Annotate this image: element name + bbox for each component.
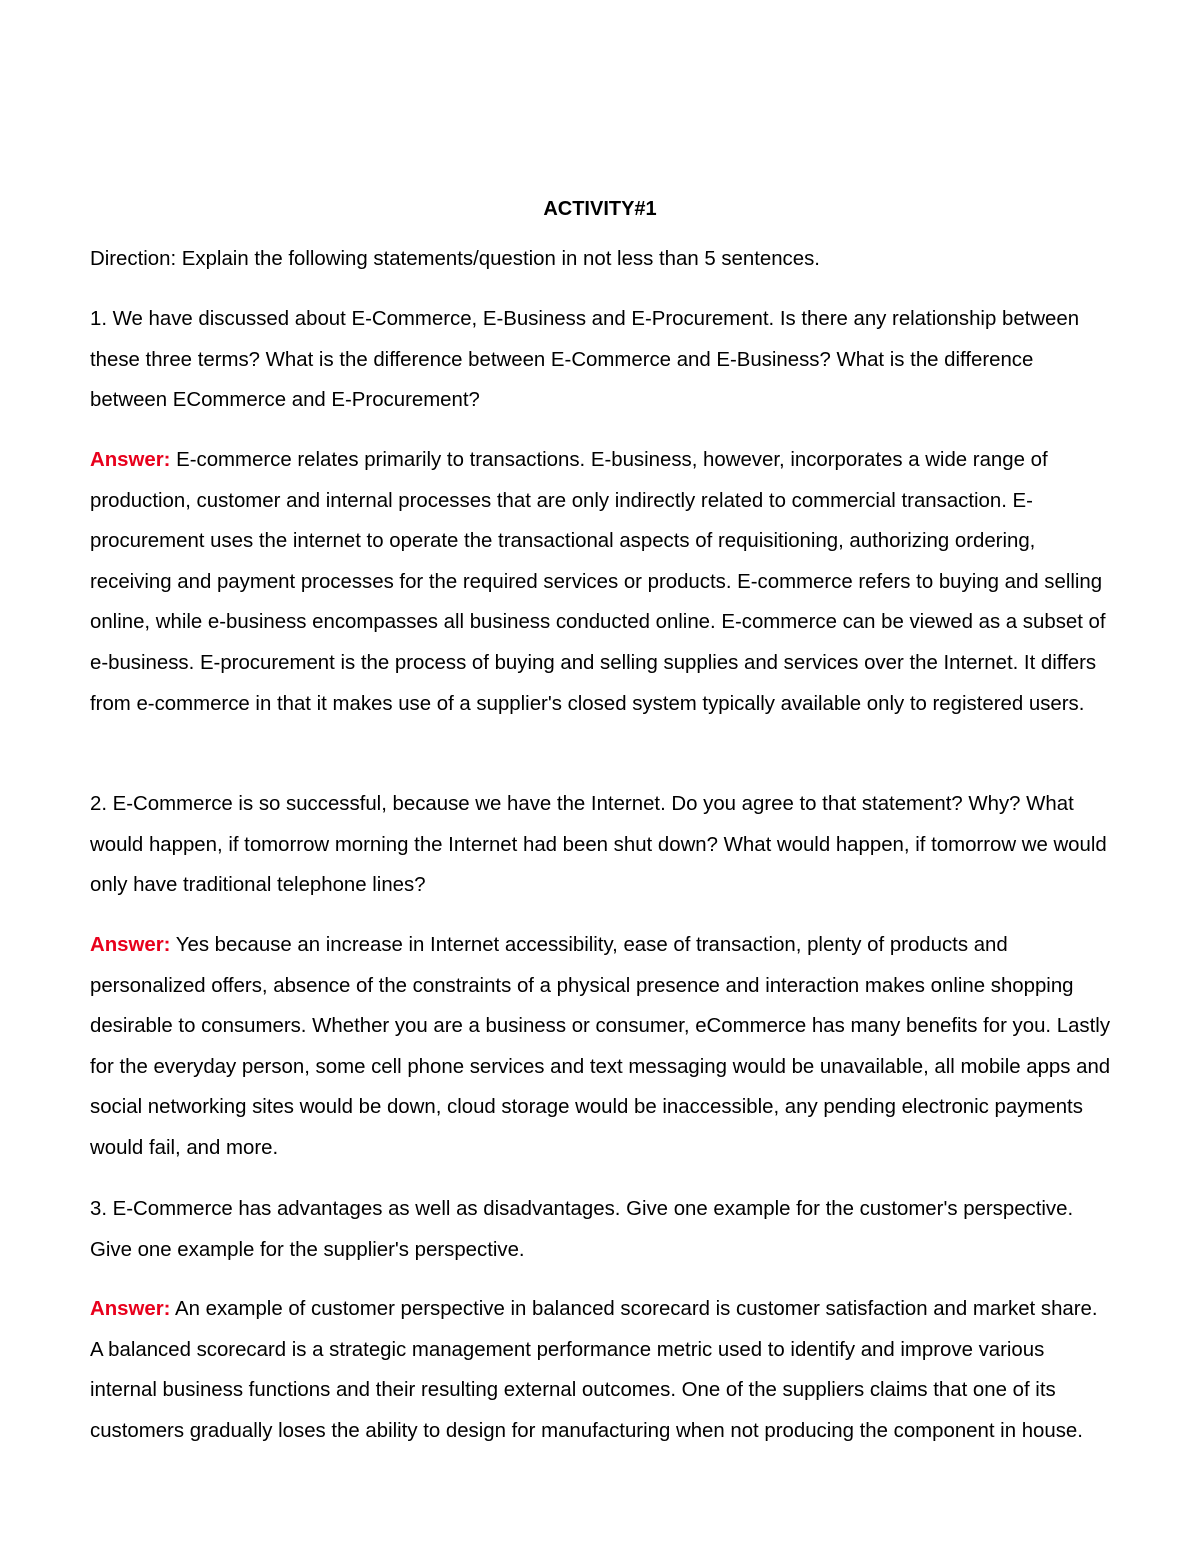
answer-1 — [90, 440, 1112, 724]
answer-3-text: An example of customer perspective in balanced scorecard is customer satisfaction and market share. A balanced scorecard is a strategic management performance metric used to identify and improve various internal business functions and their resulting external outcomes. One of the suppliers claims that one of its customers gradually loses the ability to design for manufacturing when not producing the component in house. — [90, 1298, 1098, 1442]
direction-text: Direction: Explain the following statements/question in not less than 5 sentences. — [90, 248, 820, 270]
question-2: 2. E-Commerce is so successful, because we have the Internet. Do you agree to that statement? Why? What would happen, if tomorrow morning the Internet had been shut down? What would happen, if tomorrow we would only have traditional telephone lines? — [90, 793, 1107, 897]
answer-label: Answer: — [90, 934, 171, 956]
document-title: ACTIVITY#1 — [543, 198, 657, 220]
question-1: 1. We have discussed about E-Commerce, E-Business and E-Procurement. Is there any relationship between these three terms? What is the difference between E-Commerce and E-Business? What is the difference between ECommerce and E-Procurement? — [90, 308, 1080, 412]
answer-2-text: Yes because an increase in Internet accessibility, ease of transaction, plenty of products and personalized offers, absence of the constraints of a physical presence and interaction makes online shopping desirable to consumers. Whether you are a business or consumer, eCommerce has many benefits for you. Lastly for the everyday person, some cell phone services and text messaging would be unavailable, all mobile apps and social networking sites would be down, cloud storage would be inaccessible, any pending electronic payments would fail, and more. — [90, 934, 1111, 1159]
question-3: 3. E-Commerce has advantages as well as disadvantages. Give one example for the customer's perspective. Give one example for the supplier's perspective. — [90, 1198, 1074, 1261]
answer-2 — [90, 925, 1112, 1169]
answer-1-text: E-commerce relates primarily to transactions. E-business, however, incorporates a wide range of production, customer and internal processes that are only indirectly related to commercial transaction. E-procurement uses the internet to operate the transactional aspects of requisitioning, authorizing ordering, receiving and payment processes for the required services or products. E-commerce refers to buying and selling online, while e-business encompasses all business conducted online. E-commerce can be viewed as a subset of e-business. E-procurement is the process of buying and selling supplies and services over the Internet. It differs from e-commerce in that it makes use of a supplier's closed system typically available only to registered users. — [90, 449, 1106, 715]
answer-label: Answer: — [90, 1298, 171, 1320]
answer-3 — [90, 1289, 1112, 1451]
answer-label: Answer: — [90, 449, 171, 471]
